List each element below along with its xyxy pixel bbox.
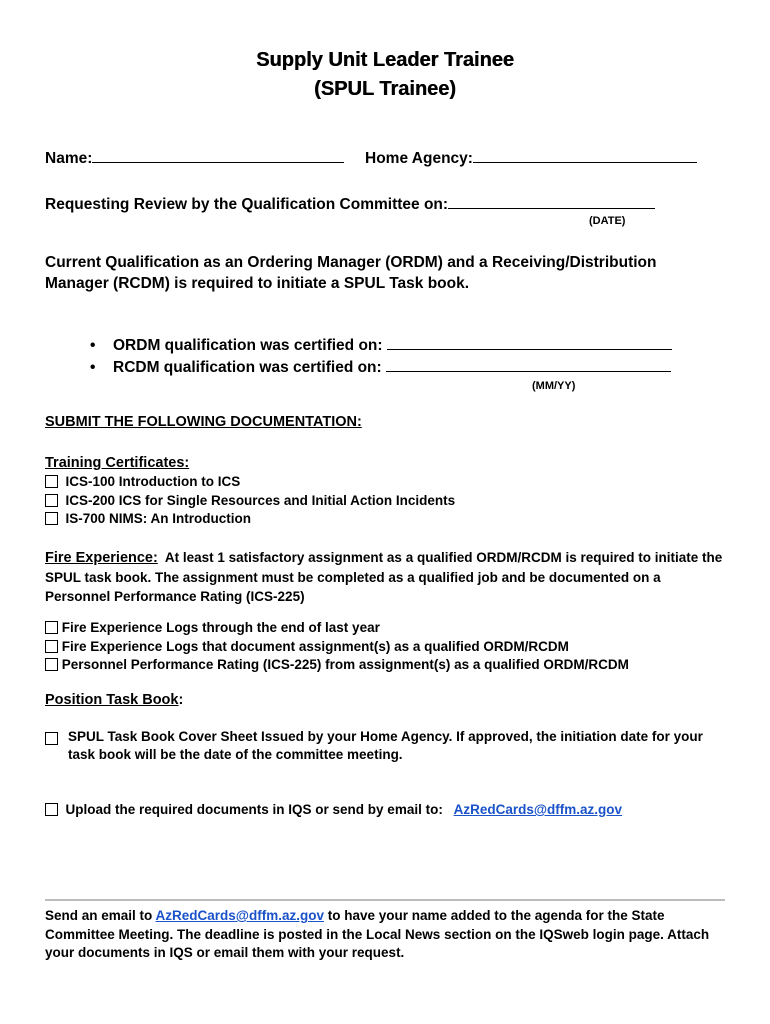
upload-email-link[interactable]: AzRedCards@dffm.az.gov <box>453 802 623 817</box>
footer-post: to have your name added to the agenda for the State Committee Meeting. The deadline is posted in the Local News section on the IQSweb login page. Attach your documents in IQS or email them with your request. <box>45 908 710 960</box>
fire-list <box>45 620 629 676</box>
list-item <box>45 620 629 639</box>
fire-heading: Fire Experience: <box>45 550 158 566</box>
taskbook-heading-row <box>45 692 183 708</box>
ordm-date-field[interactable] <box>387 348 672 350</box>
fire-item-label: Fire Experience Logs through the end of last year <box>61 620 380 635</box>
checkbox[interactable] <box>45 658 58 671</box>
training-heading: Training Certificates: <box>45 455 190 471</box>
submit-heading: SUBMIT THE FOLLOWING DOCUMENTATION: <box>45 414 362 430</box>
taskbook-heading: Position Task Book <box>45 692 179 708</box>
training-item-label: ICS-100 Introduction to ICS <box>65 474 241 489</box>
qualification-text: Current Qualification as an Ordering Manager (ORDM) and a Receiving/Distribution Manager (RCDM) is required to initiate a SPUL Task book. <box>45 254 657 292</box>
page-subtitle: (SPUL Trainee) <box>314 78 456 100</box>
checkbox[interactable] <box>45 803 58 816</box>
taskbook-heading-colon: : <box>178 692 184 708</box>
training-item-label: IS-700 NIMS: An Introduction <box>65 511 252 526</box>
checkbox[interactable] <box>45 512 58 525</box>
footer-pre: Send an email to <box>45 908 156 923</box>
upload-label: Upload the required documents in IQS or send by email to: <box>65 802 443 817</box>
taskbook-checkbox-wrap <box>45 730 58 748</box>
divider <box>45 899 725 901</box>
list-item <box>45 657 629 676</box>
checkbox[interactable] <box>45 732 58 745</box>
review-date-field[interactable] <box>448 207 655 209</box>
name-field-row <box>45 150 344 168</box>
fire-item-label: Personnel Performance Rating (ICS-225) from assignment(s) as a qualified ORDM/RCDM <box>61 657 629 672</box>
fire-experience-text <box>45 548 725 606</box>
checkbox[interactable] <box>45 621 58 634</box>
list-item <box>45 493 455 512</box>
fire-item-label: Fire Experience Logs that document assignment(s) as a qualified ORDM/RCDM <box>61 638 569 654</box>
checkbox[interactable] <box>45 640 58 653</box>
name-label: Name: <box>45 150 93 167</box>
checkbox[interactable] <box>45 475 58 488</box>
upload-row <box>45 800 622 819</box>
checkbox[interactable] <box>45 494 58 507</box>
list-item-rcdm <box>90 359 730 381</box>
rcdm-date-field[interactable] <box>386 370 671 372</box>
review-field-row <box>45 196 655 214</box>
list-item <box>45 639 629 658</box>
review-label: Requesting Review by the Qualification Committee on: <box>45 196 449 213</box>
training-item-label: ICS-200 ICS for Single Resources and Initial Action Incidents <box>65 492 456 508</box>
mmyy-hint: (MM/YY) <box>532 380 576 392</box>
list-item-ordm <box>90 337 730 359</box>
home-agency-field-row <box>365 150 697 168</box>
name-field[interactable] <box>92 161 344 163</box>
footer-email-link[interactable]: AzRedCards@dffm.az.gov <box>155 908 324 923</box>
fire-description: At least 1 satisfactory assignment as a qualified ORDM/RCDM is required to initiate the SPUL task book. The assignment must be completed as a qualified job and be documented on a Personnel Performance Rating (ICS-225) <box>45 550 723 604</box>
home-agency-field[interactable] <box>473 161 697 163</box>
page-title: Supply Unit Leader Trainee <box>256 49 514 71</box>
rcdm-label: RCDM qualification was certified on: <box>113 359 382 376</box>
ordm-label: ORDM qualification was certified on: <box>113 337 383 354</box>
home-agency-label: Home Agency: <box>365 150 473 167</box>
training-list <box>45 474 455 530</box>
list-item <box>45 511 455 530</box>
footer-text <box>45 907 730 963</box>
taskbook-item-label: SPUL Task Book Cover Sheet Issued by your Home Agency. If approved, the initiation date for your task book will be the date of the committee meeting. <box>68 729 703 762</box>
qualification-list <box>90 337 730 381</box>
bullet: • <box>90 359 96 376</box>
bullet: • <box>90 337 96 354</box>
list-item <box>45 474 455 493</box>
date-hint: (DATE) <box>589 215 626 227</box>
